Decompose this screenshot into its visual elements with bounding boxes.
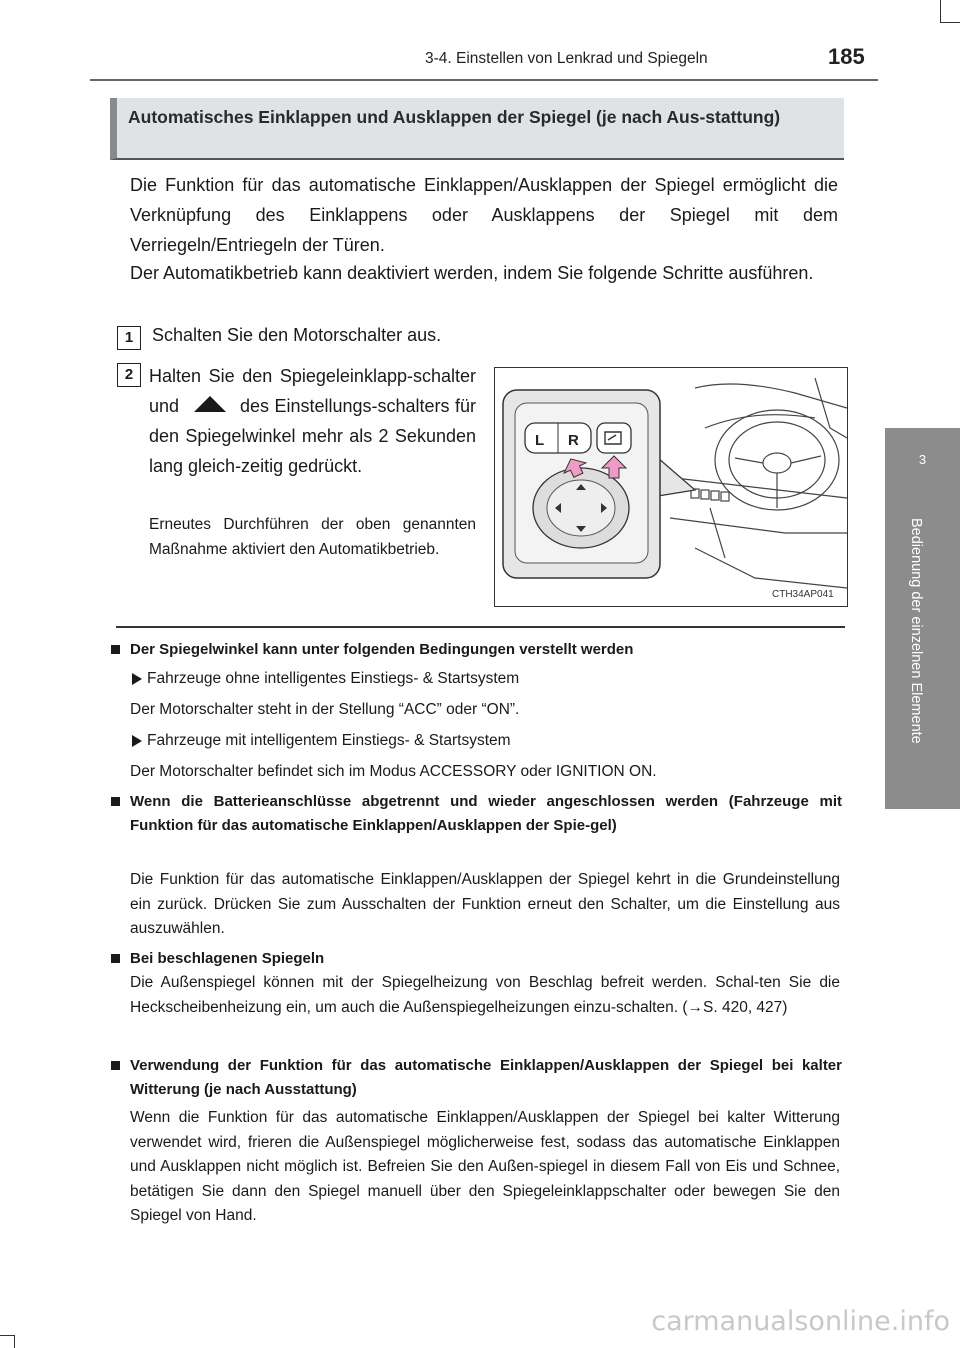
note-text: Wenn die Funktion für das automatische Einklappen/Ausklappen der Spiegel bei kalter Witterung verwendet wird, frieren die Außenspiegel möglicherweise fest, sodass das automatische Einklappen und Ausklappen nicht möglich ist. Befreien Sie den Außen-spiegel in diesem Fall von Eis und Schnee, betätigen Sie dann den Spiegel manuell über den Spiegeleinklappschalter oder bewegen Sie den Spiegel von Hand. [130,1109,840,1224]
note-heading: Bei beschlagenen Spiegeln [130,950,325,967]
crop-mark [940,22,960,23]
note-heading: Verwendung der Funktion für das automatische Einklappen/Ausklappen der Spiegel bei kalter Witterung (je nach Ausstattung) [130,1057,842,1098]
crop-mark [14,1335,15,1348]
fold-mirror-icon [191,394,229,414]
note-bullet-square [111,645,120,654]
intro-paragraph: Die Funktion für das automatische Einklappen/Ausklappen der Spiegel ermöglicht die Verknüpfung des Einklappens oder Ausklappens der Spiegel mit dem Verriegeln/Entriegeln der Türen. [130,175,838,255]
note-heading: Wenn die Batterieanschlüsse abgetrennt und wieder angeschlossen werden (Fahrzeuge mit Funktion für das automatische Einklappen/Ausklappen der Spie-gel) [130,793,842,834]
chapter-label: Bedienung der einzelnen Elemente [908,518,924,744]
illustration-drawing [495,368,847,606]
note-text: Der Motorschalter befindet sich im Modus ACCESSORY oder IGNITION ON. [130,763,657,780]
note-bullet-text: Fahrzeuge ohne intelligentes Einstiegs- & Startsystem [147,670,520,687]
section-heading: Automatisches Einklappen und Ausklappen der Spiegel (je nach Aus-stattung) [128,107,781,127]
bullet-triangle-icon [132,673,142,685]
step-text [149,361,476,481]
step-text-after: des Einstellungs-schalters für den Spiegelwinkel mehr als 2 Sekunden lang gleich-zeitig gedrückt. [149,396,476,476]
step-text: Schalten Sie den Motorschalter aus. [152,325,442,345]
note-bullet-square [111,797,120,806]
note-heading: Der Spiegelwinkel kann unter folgenden Bedingungen verstellt werden [130,641,634,658]
step-note: Erneutes Durchführen der oben genannten Maßnahme aktiviert den Automatikbetrieb. [149,516,476,558]
step-number: 2 [117,363,141,387]
crop-mark [0,1335,14,1336]
note-bullet-square [111,1061,120,1070]
step-number: 1 [117,326,141,350]
crop-mark [940,0,941,22]
note-bullet-square [111,954,120,963]
chapter-tab: 3 [885,428,960,503]
note-bullet-text: Fahrzeuge mit intelligentem Einstiegs- & Startsystem [147,732,511,749]
switch-label-r: R [568,432,579,449]
running-header: 3-4. Einstellen von Lenkrad und Spiegeln [425,50,708,67]
watermark: carmanualsonline.info [651,1306,950,1337]
note-text: Der Motorschalter steht in der Stellung “ACC” oder “ON”. [130,701,520,718]
header-rule [90,79,878,81]
note-text: Die Funktion für das automatische Einklappen/Ausklappen der Spiegel kehrt in die Grundeinstellung ein zurück. Drücken Sie zum Ausschalten der Funktion erneut den Schalter, um die Einstellung aus auszuwählen. [130,871,840,937]
figure-code: CTH34AP041 [772,589,834,600]
note-text: Die Außenspiegel können mit der Spiegelheizung von Beschlag befreit werden. Schal-ten Sie die Heckscheibenheizung ein, um auch die Außenspiegelheizungen einzu-schalten. (→S. 420, 427) [130,974,840,1016]
switch-label-l: L [535,432,545,449]
intro-paragraph-2: Der Automatikbetrieb kann deaktiviert werden, indem Sie folgende Schritte ausführen. [130,263,814,283]
bullet-triangle-icon [132,735,142,747]
mirror-switch-illustration [494,367,848,607]
page-number: 185 [828,44,865,69]
step-text-before: Halten Sie den Spiegeleinklapp-schalter und [149,366,476,416]
separator-rule [116,626,845,628]
